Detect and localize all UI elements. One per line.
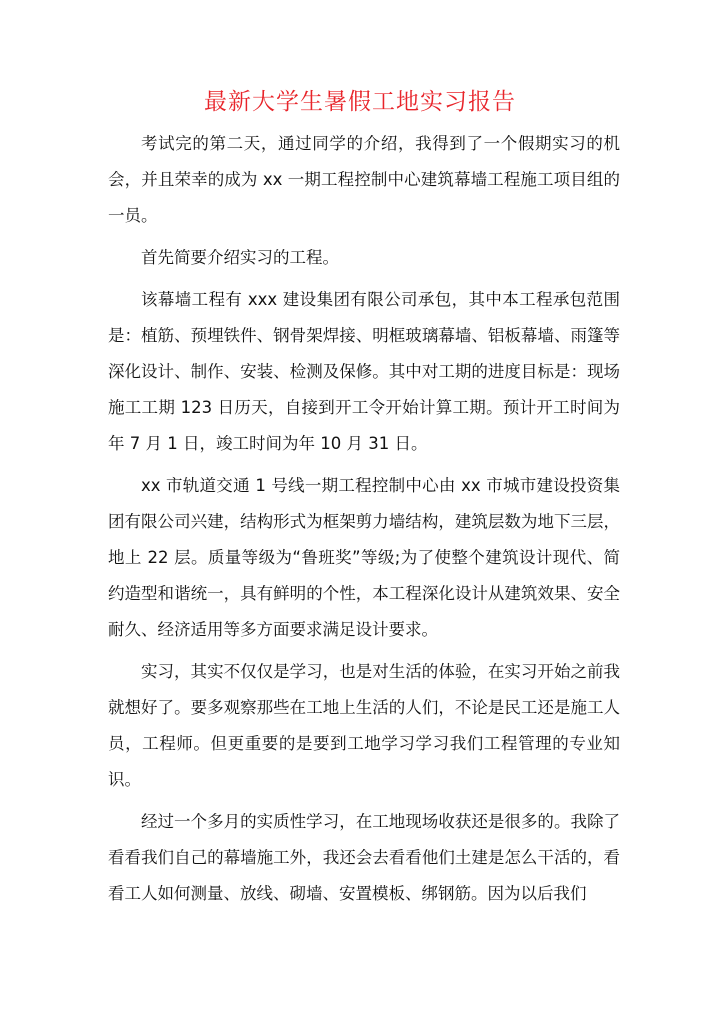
paragraph: xx 市轨道交通 1 号线一期工程控制中心由 xx 市城市建设投资集团有限公司兴建，结构形式为框架剪力墙结构，建筑层数为地下三层，地上 22 层。质量等级为“鲁班奖”等级;为了使整个建筑设计现代、简约造型和谐统一，具有鲜明的个性，本工程深化设计从建筑效果、安全耐久、经济适用等多方面要求满足设计要求。 (108, 476, 620, 639)
paragraph: 考试完的第二天，通过同学的介绍，我得到了一个假期实习的机会，并且荣幸的成为 xx 一期工程控制中心建筑幕墙工程施工项目组的一员。 (108, 134, 620, 225)
paragraph: 该幕墙工程有 xxx 建设集团有限公司承包，其中本工程承包范围是：植筋、预埋铁件、钢骨架焊接、明框玻璃幕墙、铝板幕墙、雨篷等深化设计、制作、安装、检测及保修。其中对工期的进度目标是：现场施工工期 123 日历天，自接到开工令开始计算工期。预计开工时间为年 7 月 1 日，竣工时间为年 10 月 31 日。 (108, 290, 620, 453)
document-title: 最新大学生暑假工地实习报告 (204, 89, 516, 115)
paragraph: 首先简要介绍实习的工程。 (141, 248, 339, 267)
paragraph: 经过一个多月的实质性学习，在工地现场收获还是很多的。我除了看看我们自己的幕墙施工外，我还会去看看他们土建是怎么干活的，看看工人如何测量、放线、砌墙、安置模板、绑钢筋。因为以后我们 (108, 812, 620, 903)
document-body (108, 126, 620, 918)
paragraph: 实习，其实不仅仅是学习，也是对生活的体验，在实习开始之前我就想好了。要多观察那些在工地上生活的人们，不论是民工还是施工人员，工程师。但更重要的是要到工地学习学习我们工程管理的专业知识。 (108, 662, 620, 789)
